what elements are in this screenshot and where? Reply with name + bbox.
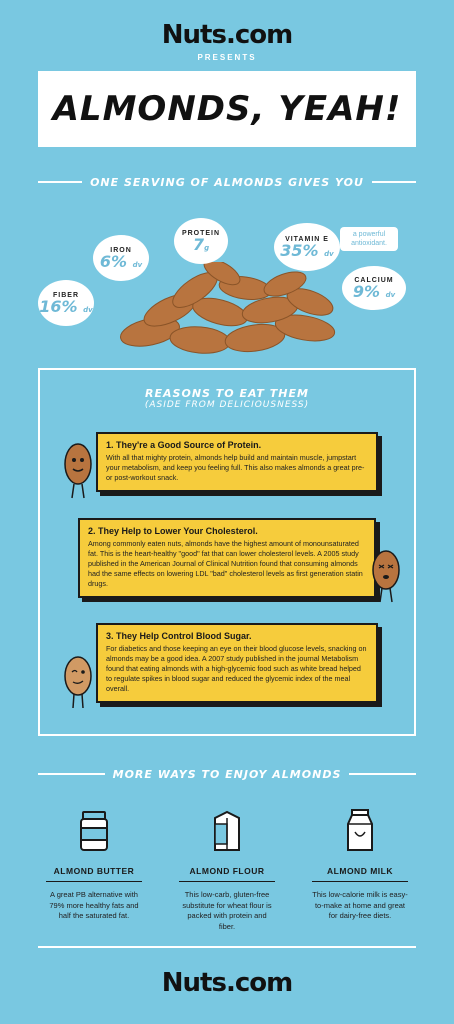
reason-body: For diabetics and those keeping an eye on their blood glucose levels, snacking on almonds may be a good idea. A 2007 study published in the journal Metabolism found that eating almonds with a high-glycemic food such as white bread helped to regulate spikes in blood sugar and reduced the glycemic index of the meal overall. xyxy=(106,644,367,693)
nutrient-value: 9% dv xyxy=(352,281,396,301)
reason-card-3 xyxy=(96,623,378,703)
jar-icon xyxy=(79,810,109,852)
divider xyxy=(38,946,416,948)
almond-character-icon xyxy=(370,548,402,604)
footer-brand-logo: Nuts.com xyxy=(161,968,293,998)
enjoy-item-desc: This low-calorie milk is easy-to-make at home and great for dairy-free diets. xyxy=(312,890,408,920)
flour-bag-icon xyxy=(212,810,242,852)
milk-carton-icon xyxy=(345,808,375,852)
page-title: ALMONDS, YEAH! xyxy=(52,89,402,129)
vitamin-note: a powerful antioxidant. xyxy=(340,227,398,251)
nutrient-value: 7g xyxy=(192,234,210,254)
reason-card-1 xyxy=(96,432,378,492)
divider xyxy=(372,181,416,183)
serving-heading-label: ONE SERVING OF ALMONDS GIVES YOU xyxy=(90,175,364,189)
nutrient-value: 35% dv xyxy=(280,240,334,260)
reason-card-2 xyxy=(78,518,376,598)
enjoy-item-flour xyxy=(165,806,289,932)
reasons-heading xyxy=(80,387,374,410)
enjoy-item-butter xyxy=(32,806,156,922)
enjoy-item-desc: A great PB alternative with 79% more healthy fats and half the saturated fat. xyxy=(49,890,139,920)
reason-body: Among commonly eaten nuts, almonds have the highest amount of monounsaturated fat. This is the heart-healthy "good" fat that can lower cholesterol levels. A 2005 study published in the American Journal of Clinical Nutrition found that consuming almonds had the same effects on lowering LDL "bad" cholesterol levels as first generation statin drugs. xyxy=(88,539,363,588)
enjoy-item-name: ALMOND FLOUR xyxy=(179,866,275,882)
enjoy-item-name: ALMOND BUTTER xyxy=(46,866,142,882)
nutrient-name: IRON xyxy=(110,246,132,254)
almond-character-icon xyxy=(62,442,94,502)
reason-title: 3. They Help Control Blood Sugar. xyxy=(106,631,252,641)
serving-heading xyxy=(38,174,416,190)
nutrient-bubble-vitamin-e xyxy=(274,223,340,271)
reasons-subtitle: (ASIDE FROM DELICIOUSNESS) xyxy=(144,400,310,410)
nutrient-name: PROTEIN xyxy=(181,229,221,237)
nutrient-name: FIBER xyxy=(53,291,79,299)
presents-label: PRESENTS xyxy=(197,53,257,62)
reason-body: With all that mighty protein, almonds help build and maintain muscle, jumpstart your metabolism, and keep you feeling full. This also makes almonds a great pre- or post-workout snack. xyxy=(106,453,365,482)
more-heading-label: MORE WAYS TO ENJOY ALMONDS xyxy=(112,767,342,781)
brand-logo: Nuts.com xyxy=(161,20,293,50)
almond-pile-illustration xyxy=(110,262,345,360)
reason-title: 1. They're a Good Source of Protein. xyxy=(106,440,262,450)
nutrient-bubble-iron xyxy=(93,235,149,281)
reasons-title: REASONS TO EAT THEM xyxy=(145,387,309,400)
divider xyxy=(38,773,105,775)
nutrient-value: 16% dv xyxy=(39,296,93,316)
divider xyxy=(349,773,416,775)
enjoy-item-milk xyxy=(298,806,422,922)
nutrient-value: 6% dv xyxy=(99,251,143,271)
title-box xyxy=(38,71,416,147)
nutrient-name: VITAMIN E xyxy=(285,235,329,243)
nutrient-bubble-fiber xyxy=(38,280,94,326)
nutrient-bubble-calcium xyxy=(342,266,406,310)
more-heading xyxy=(38,766,416,782)
enjoy-item-name: ALMOND MILK xyxy=(312,866,408,882)
nutrient-name: CALCIUM xyxy=(354,276,394,284)
enjoy-item-desc: This low-carb, gluten-free substitute for wheat flour is packed with protein and fiber. xyxy=(182,890,272,931)
reason-title: 2. They Help to Lower Your Cholesterol. xyxy=(88,526,258,536)
nutrient-bubble-protein xyxy=(174,218,228,264)
divider xyxy=(38,181,82,183)
almond-character-icon xyxy=(62,654,94,710)
